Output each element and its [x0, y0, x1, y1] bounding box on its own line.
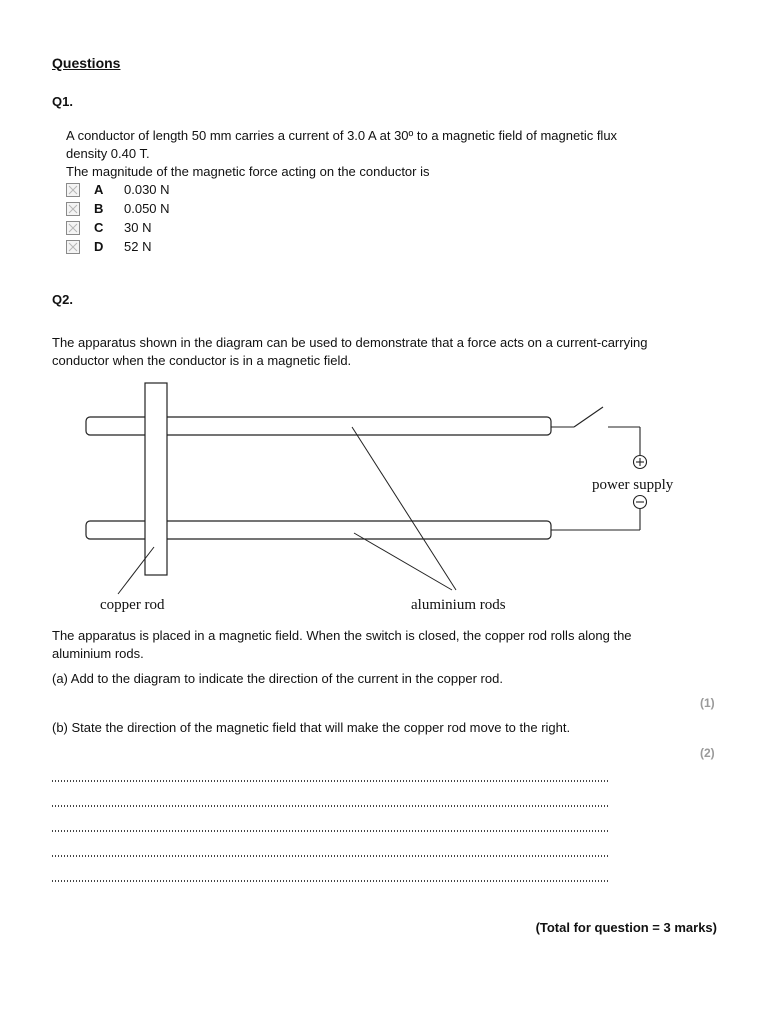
- option-letter: B: [94, 201, 104, 216]
- positive-terminal-icon: [634, 456, 647, 469]
- q1-stem-line1: A conductor of length 50 mm carries a current of 3.0 A at 30º to a magnetic field of magnetic flux: [66, 128, 618, 143]
- total-marks: (Total for question = 3 marks): [535, 920, 717, 935]
- q2-after-line1: The apparatus is placed in a magnetic field. When the switch is closed, the copper rod rolls along the: [52, 628, 632, 643]
- aluminium-rods-label: aluminium rods: [411, 597, 506, 613]
- power-supply-label: power supply: [592, 477, 674, 493]
- option-letter: D: [94, 239, 104, 254]
- q2-intro-line1: The apparatus shown in the diagram can be used to demonstrate that a force acts on a current-carrying: [52, 335, 648, 350]
- option-text: 0.050 N: [124, 201, 170, 216]
- answer-line[interactable]: [52, 780, 608, 782]
- copper-rod: [145, 383, 167, 575]
- option-text: 0.030 N: [124, 182, 170, 197]
- q2-number: Q2.: [52, 292, 73, 307]
- option-text: 52 N: [124, 239, 152, 254]
- q1-stem-line2: density 0.40 T.: [66, 146, 150, 161]
- page-title: Questions: [52, 55, 121, 71]
- q2-part-b: (b) State the direction of the magnetic field that will make the copper rod move to the right.: [52, 720, 571, 735]
- answer-line[interactable]: [52, 855, 608, 857]
- q2-intro-line2: conductor when the conductor is in a magnetic field.: [52, 353, 352, 368]
- circuit-wires: [551, 407, 640, 530]
- negative-terminal-icon: [634, 496, 647, 509]
- q1-number: Q1.: [52, 94, 73, 109]
- option-text: 30 N: [124, 220, 152, 235]
- q2-part-a: (a) Add to the diagram to indicate the direction of the current in the copper rod.: [52, 671, 503, 686]
- part-a-marks: (1): [700, 696, 715, 710]
- copper-rod-label: copper rod: [100, 597, 165, 613]
- answer-line[interactable]: [52, 830, 608, 832]
- q2-after-line2: aluminium rods.: [52, 646, 144, 661]
- label-leader-lines: [118, 427, 456, 594]
- option-letter: C: [94, 220, 104, 235]
- answer-line[interactable]: [52, 880, 608, 882]
- answer-line[interactable]: [52, 805, 608, 807]
- part-b-marks: (2): [700, 746, 715, 760]
- option-letter: A: [94, 182, 104, 197]
- q1-stem-line3: The magnitude of the magnetic force acting on the conductor is: [66, 164, 430, 179]
